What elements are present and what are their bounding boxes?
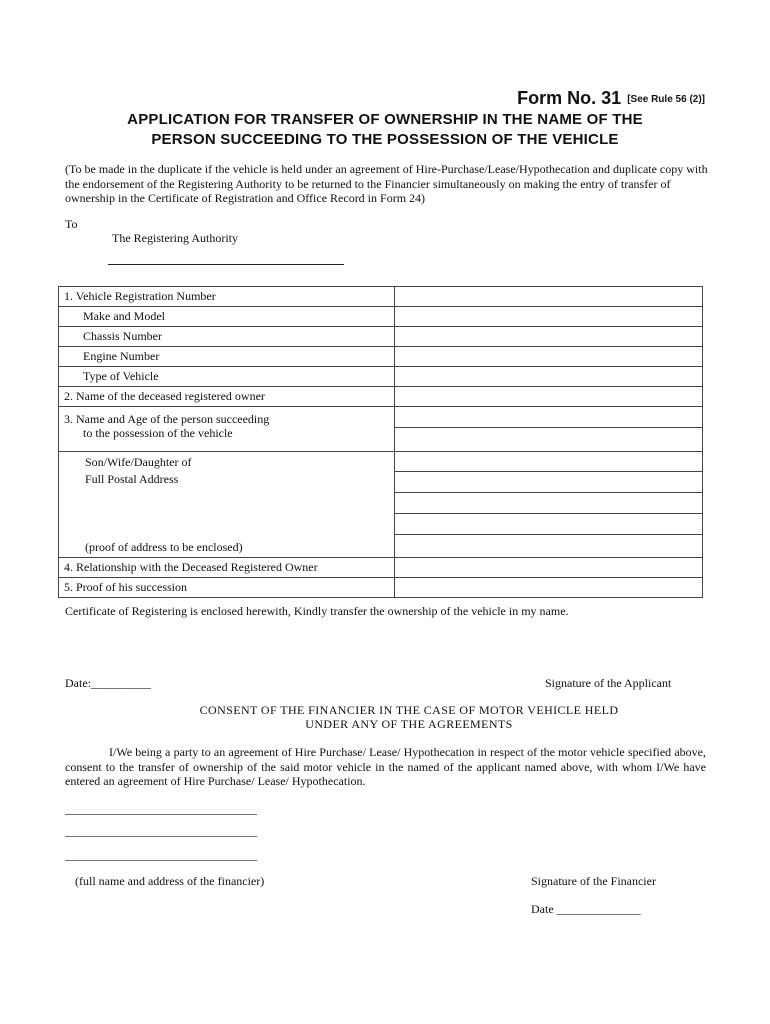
type-of-vehicle-field[interactable]	[395, 367, 703, 387]
table-row	[59, 407, 703, 452]
address-value-lines	[395, 452, 702, 557]
table-row	[59, 452, 703, 558]
row-label: Make and Model	[59, 307, 395, 327]
authority-address-line[interactable]	[108, 264, 344, 265]
instructions-paragraph: (To be made in the duplicate if the vehicle is held under an agreement of Hire-Purchase/Lease/Hypothecation and duplicate copy with the endorsement of the Registering Authority to be returned to the Financier simultaneously on making the entry of transfer of ownership in the Certificate of Registration and Office Record in Form 24)	[65, 162, 708, 205]
vehicle-registration-number-field[interactable]	[395, 287, 703, 307]
proof-of-succession-field[interactable]	[395, 578, 703, 598]
table-row	[59, 287, 703, 307]
table-row	[59, 558, 703, 578]
row-label-continued: to the possession of the vehicle	[83, 426, 233, 440]
make-and-model-field[interactable]	[395, 307, 703, 327]
financier-name-label: (full name and address of the financier)	[75, 874, 265, 888]
rule-reference: [See Rule 56 (2)]	[627, 94, 705, 105]
row-label: (proof of address to be enclosed)	[85, 540, 243, 554]
postal-address-line-2[interactable]	[395, 493, 702, 514]
successor-name-age-label	[59, 407, 395, 452]
successor-age-field[interactable]	[395, 428, 702, 448]
successor-name-age-cell	[395, 407, 703, 452]
financier-signature-label: Signature of the Financier	[531, 874, 656, 888]
successor-value-lines	[395, 407, 702, 448]
applicant-signature-label: Signature of the Applicant	[545, 676, 672, 690]
row-label: 3. Name and Age of the person succeeding	[64, 412, 270, 426]
consent-paragraph: I/We being a party to an agreement of Hire Purchase/ Lease/ Hypothecation in respect of the motor vehicle specified above, consent to the transfer of ownership of the said motor vehicle in the named of the applicant named above, with whom I/We have entered an agreement of Hire Purchase/ Lease/ Hypothecation.	[65, 745, 706, 788]
deceased-owner-name-field[interactable]	[395, 387, 703, 407]
vehicle-details-table	[58, 286, 703, 598]
postal-address-line-3[interactable]	[395, 514, 702, 535]
table-row	[59, 347, 703, 367]
engine-number-field[interactable]	[395, 347, 703, 367]
successor-name-field[interactable]	[395, 407, 702, 428]
address-label-cell	[59, 452, 395, 558]
relationship-field[interactable]	[395, 558, 703, 578]
address-value-cell	[395, 452, 703, 558]
chassis-number-field[interactable]	[395, 327, 703, 347]
row-label: 4. Relationship with the Deceased Registered Owner	[59, 558, 395, 578]
relation-of-field[interactable]	[395, 452, 702, 472]
row-label: 1. Vehicle Registration Number	[59, 287, 395, 307]
table-row	[59, 387, 703, 407]
postal-address-line-1[interactable]	[395, 472, 702, 493]
applicant-date-field[interactable]: Date:__________	[65, 676, 151, 690]
form-number	[517, 88, 705, 109]
consent-heading-line-1: CONSENT OF THE FINANCIER IN THE CASE OF MOTOR VEHICLE HELD	[199, 703, 619, 717]
financier-date-field[interactable]: Date ______________	[531, 902, 641, 916]
consent-heading-line-2: UNDER ANY OF THE AGREEMENTS	[305, 717, 513, 731]
to-label: To	[65, 217, 78, 231]
certificate-statement: Certificate of Registering is enclosed herewith, Kindly transfer the ownership of the vehicle in my name.	[65, 604, 569, 618]
table-row	[59, 307, 703, 327]
table-row	[59, 367, 703, 387]
row-label: 2. Name of the deceased registered owner	[59, 387, 395, 407]
row-label: 5. Proof of his succession	[59, 578, 395, 598]
row-label: Chassis Number	[59, 327, 395, 347]
financier-line-1[interactable]: ________________________________	[65, 802, 257, 816]
row-label: Type of Vehicle	[59, 367, 395, 387]
table-row	[59, 578, 703, 598]
table-row	[59, 327, 703, 347]
form-title-line-2: PERSON SUCCEEDING TO THE POSSESSION OF THE VEHICLE	[151, 131, 619, 148]
row-label: Son/Wife/Daughter of	[85, 455, 192, 469]
row-label: Engine Number	[59, 347, 395, 367]
postal-address-line-4[interactable]	[395, 535, 702, 557]
financier-line-2[interactable]: ________________________________	[65, 824, 257, 838]
form-number-label: Form No. 31	[517, 88, 622, 108]
registering-authority-label: The Registering Authority	[112, 231, 238, 245]
row-label: Full Postal Address	[85, 472, 179, 486]
form-title-line-1: APPLICATION FOR TRANSFER OF OWNERSHIP IN THE NAME OF THE	[127, 111, 643, 128]
financier-line-3[interactable]: ________________________________	[65, 848, 257, 862]
